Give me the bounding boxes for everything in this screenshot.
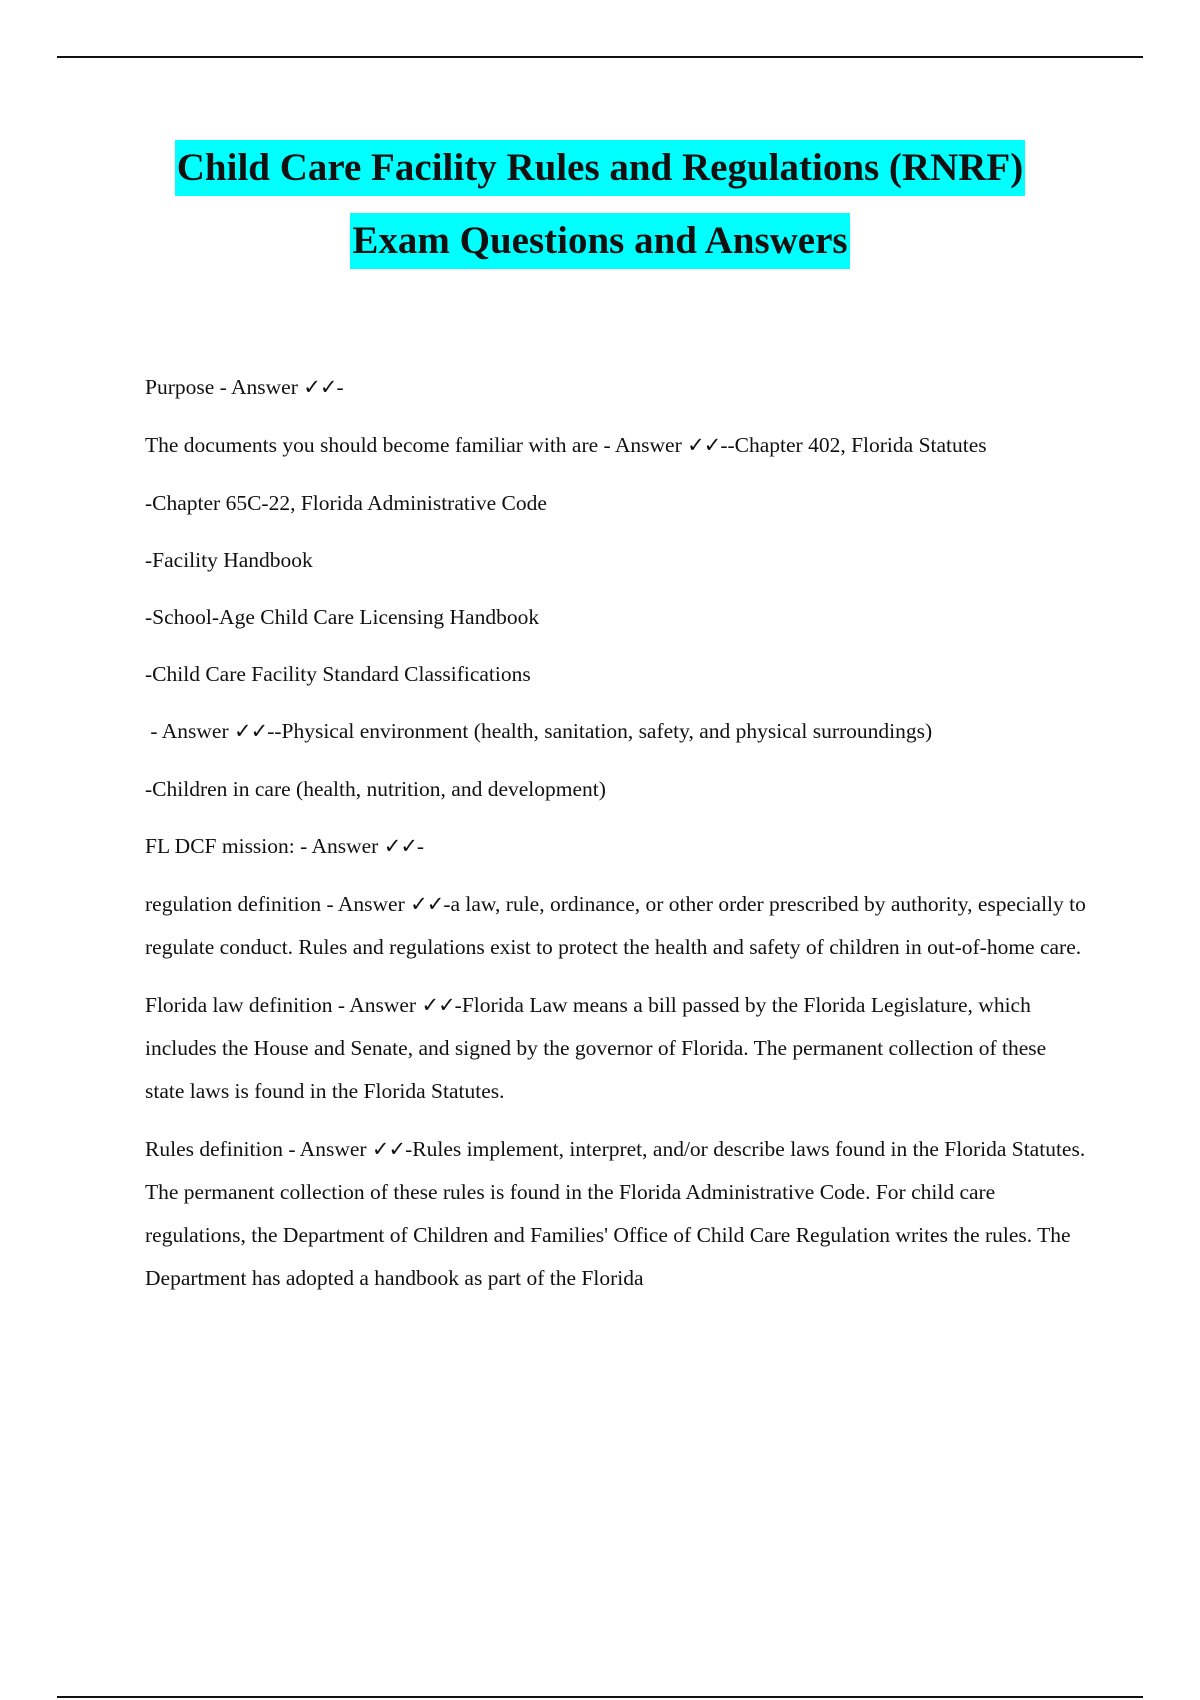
answer-marker: Answer <box>311 834 379 858</box>
answer-marker: Answer <box>614 433 682 457</box>
double-check-icon: ✓✓ <box>371 1137 406 1161</box>
qa-entry: Purpose - Answer ✓✓- <box>145 375 344 399</box>
top-rule <box>57 56 1143 58</box>
answer-marker: Answer <box>337 892 405 916</box>
answer-marker: Answer <box>231 375 298 399</box>
double-check-icon: ✓✓ <box>421 993 455 1017</box>
bottom-rule <box>57 1696 1143 1698</box>
document-title <box>0 140 1200 286</box>
qa-entry: Rules definition - Answer ✓✓-Rules implement, interpret, and/or describe laws found in the Florida Statutes. The permanent collection of these rules is found in the Florida Administrative Code. For child care regulations, the Department of Children and Families' Office of Child Care Regulation writes the rules. The Department has adopted a handbook as part of the Florida <box>145 1137 1091 1290</box>
double-check-icon: ✓✓ <box>233 719 268 743</box>
list-item: -School-Age Child Care Licensing Handbook <box>145 605 540 629</box>
qa-entry: FL DCF mission: - Answer ✓✓- <box>145 834 425 858</box>
qa-entry: - Answer ✓✓--Physical environment (health, sanitation, safety, and physical surroundings) <box>145 719 933 743</box>
qa-entry: The documents you should become familiar with are - Answer ✓✓--Chapter 402, Florida Statutes <box>145 433 987 457</box>
answer-marker: Answer <box>161 719 229 743</box>
qa-entry: regulation definition - Answer ✓✓-a law, rule, ordinance, or other order prescribed by authority, especially to regulate conduct. Rules and regulations exist to protect the health and safety of children in out-of-home care. <box>145 892 1092 959</box>
title-line-1: Child Care Facility Rules and Regulations (RNRF) <box>175 140 1025 196</box>
list-item: -Facility Handbook <box>145 548 313 572</box>
qa-list <box>145 366 1090 1315</box>
double-check-icon: ✓✓ <box>303 375 337 399</box>
answer-marker: Answer <box>349 993 417 1017</box>
answer-marker: Answer <box>299 1137 367 1161</box>
qa-entry: Florida law definition - Answer ✓✓-Florida Law means a bill passed by the Florida Legislature, which includes the House and Senate, and signed by the governor of Florida. The permanent collection of these state laws is found in the Florida Statutes. <box>145 993 1052 1103</box>
list-item: -Chapter 65C-22, Florida Administrative Code <box>145 491 547 515</box>
double-check-icon: ✓✓ <box>383 834 417 858</box>
double-check-icon: ✓✓ <box>410 892 444 916</box>
list-item: -Child Care Facility Standard Classifications <box>145 662 531 686</box>
list-item: -Children in care (health, nutrition, and development) <box>145 777 606 801</box>
double-check-icon: ✓✓ <box>687 433 721 457</box>
title-line-2: Exam Questions and Answers <box>350 213 849 269</box>
